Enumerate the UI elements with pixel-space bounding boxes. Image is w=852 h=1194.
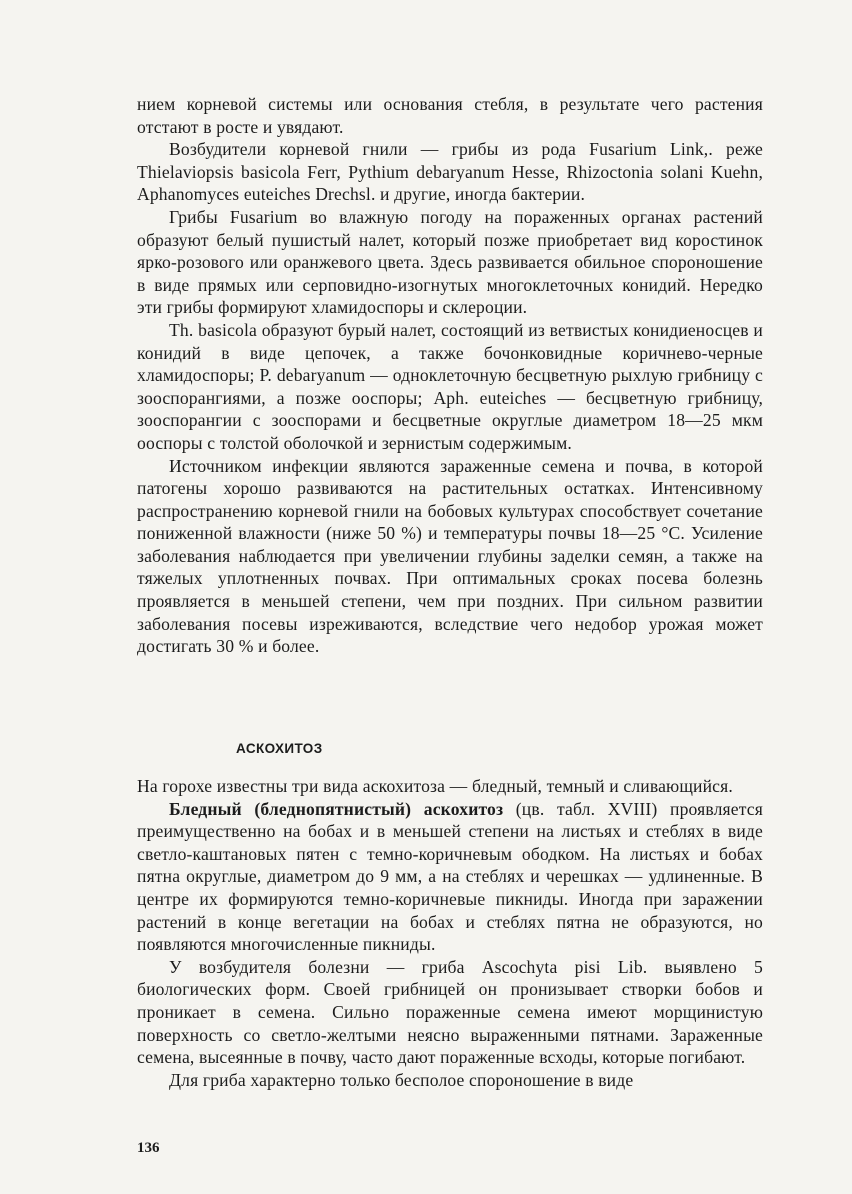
page-number: 136: [137, 1140, 160, 1156]
section-heading: АСКОХИТОЗ: [236, 741, 323, 756]
paragraph: Th. basicola образуют бурый налет, состоящий из ветвистых конидиеносцев и конидий в виде цепочек, а также бочонковидные коричнево-черные хламидоспоры; P. debaryanum — одноклеточную бесцветную рыхлую грибницу с зооспорангиями, а позже ооспоры; Aph. euteiches — бесцветную грибницу, зооспорангии с зооспорами и бесцветные округлые диаметром 18—25 мкм ооспоры с толстой оболочкой и зернистым содержимым.: [137, 319, 763, 453]
root-rot-text: [137, 93, 763, 658]
paragraph: Источником инфекции являются зараженные семена и почва, в которой патогены хорошо развиваются на растительных остатках. Интенсивному распространению корневой гнили на бобовых культурах способствует сочетание пониженной влажности (ниже 50 %) и температуры почвы 18—25 °С. Усиление заболевания наблюдается при увеличении глубины заделки семян, а также на тяжелых уплотненных почвах. При оптимальных сроках посева болезнь проявляется в меньшей степени, чем при поздних. При сильном развитии заболевания посевы изреживаются, вследствие чего недобор урожая может достигать 30 % и более.: [137, 455, 763, 657]
paragraph-continuation: (цв. табл. XVIII) проявляется преимущественно на бобах и в меньшей степени на листьях и стеблях в виде светло-каштановых пятен с темно-коричневым ободком. На листьях и бобах пятна округлые, диаметром до 9 мм, а на стеблях и черешках — удлиненные. В центре их формируются темно-коричневые пикниды. Иногда при заражении растений в конце вегетации на бобах и стеблях пятна не образуются, но появляются многочисленные пикниды.: [137, 798, 764, 955]
paragraph: [137, 798, 763, 956]
paragraph: У возбудителя болезни — гриба Ascochyta pisi Lib. выявлено 5 биологических форм. Своей грибницей он пронизывает створки бобов и проникает в семена. Сильно пораженные семена имеют морщинистую поверхность со светло-желтыми неясно выраженными пятнами. Зараженные семена, высеянные в почву, часто дают пораженные всходы, которые погибают.: [137, 956, 763, 1068]
paragraph: Для гриба характерно только бесполое спороношение в виде: [169, 1069, 634, 1090]
bold-term: Бледный (бледнопятнистый) аскохитоз: [169, 798, 504, 819]
paragraph: нием корневой системы или основания стебля, в результате чего растения отстают в росте и увядают.: [137, 94, 763, 137]
paragraph: Возбудители корневой гнили — грибы из рода Fusarium Link,. реже Thielaviopsis basicola Ferr, Pythium debaryanum Hesse, Rhizoctonia solani Kuehn, Aphanomyces euteiches Drechsl. и другие, иногда бактерии.: [137, 139, 763, 205]
paragraph: Грибы Fusarium во влажную погоду на пораженных органах растений образуют белый пушистый налет, который позже приобретает вид коростинок ярко-розового или оранжевого цвета. Здесь развивается обильное спороношение в виде прямых или серповидно-изогнутых многоклеточных конидий. Нередко эти грибы формируют хламидоспоры и склероции.: [137, 206, 763, 318]
ascochyta-text: [137, 775, 763, 1091]
paragraph: На горохе известны три вида аскохитоза — бледный, темный и сливающийся.: [137, 776, 733, 796]
